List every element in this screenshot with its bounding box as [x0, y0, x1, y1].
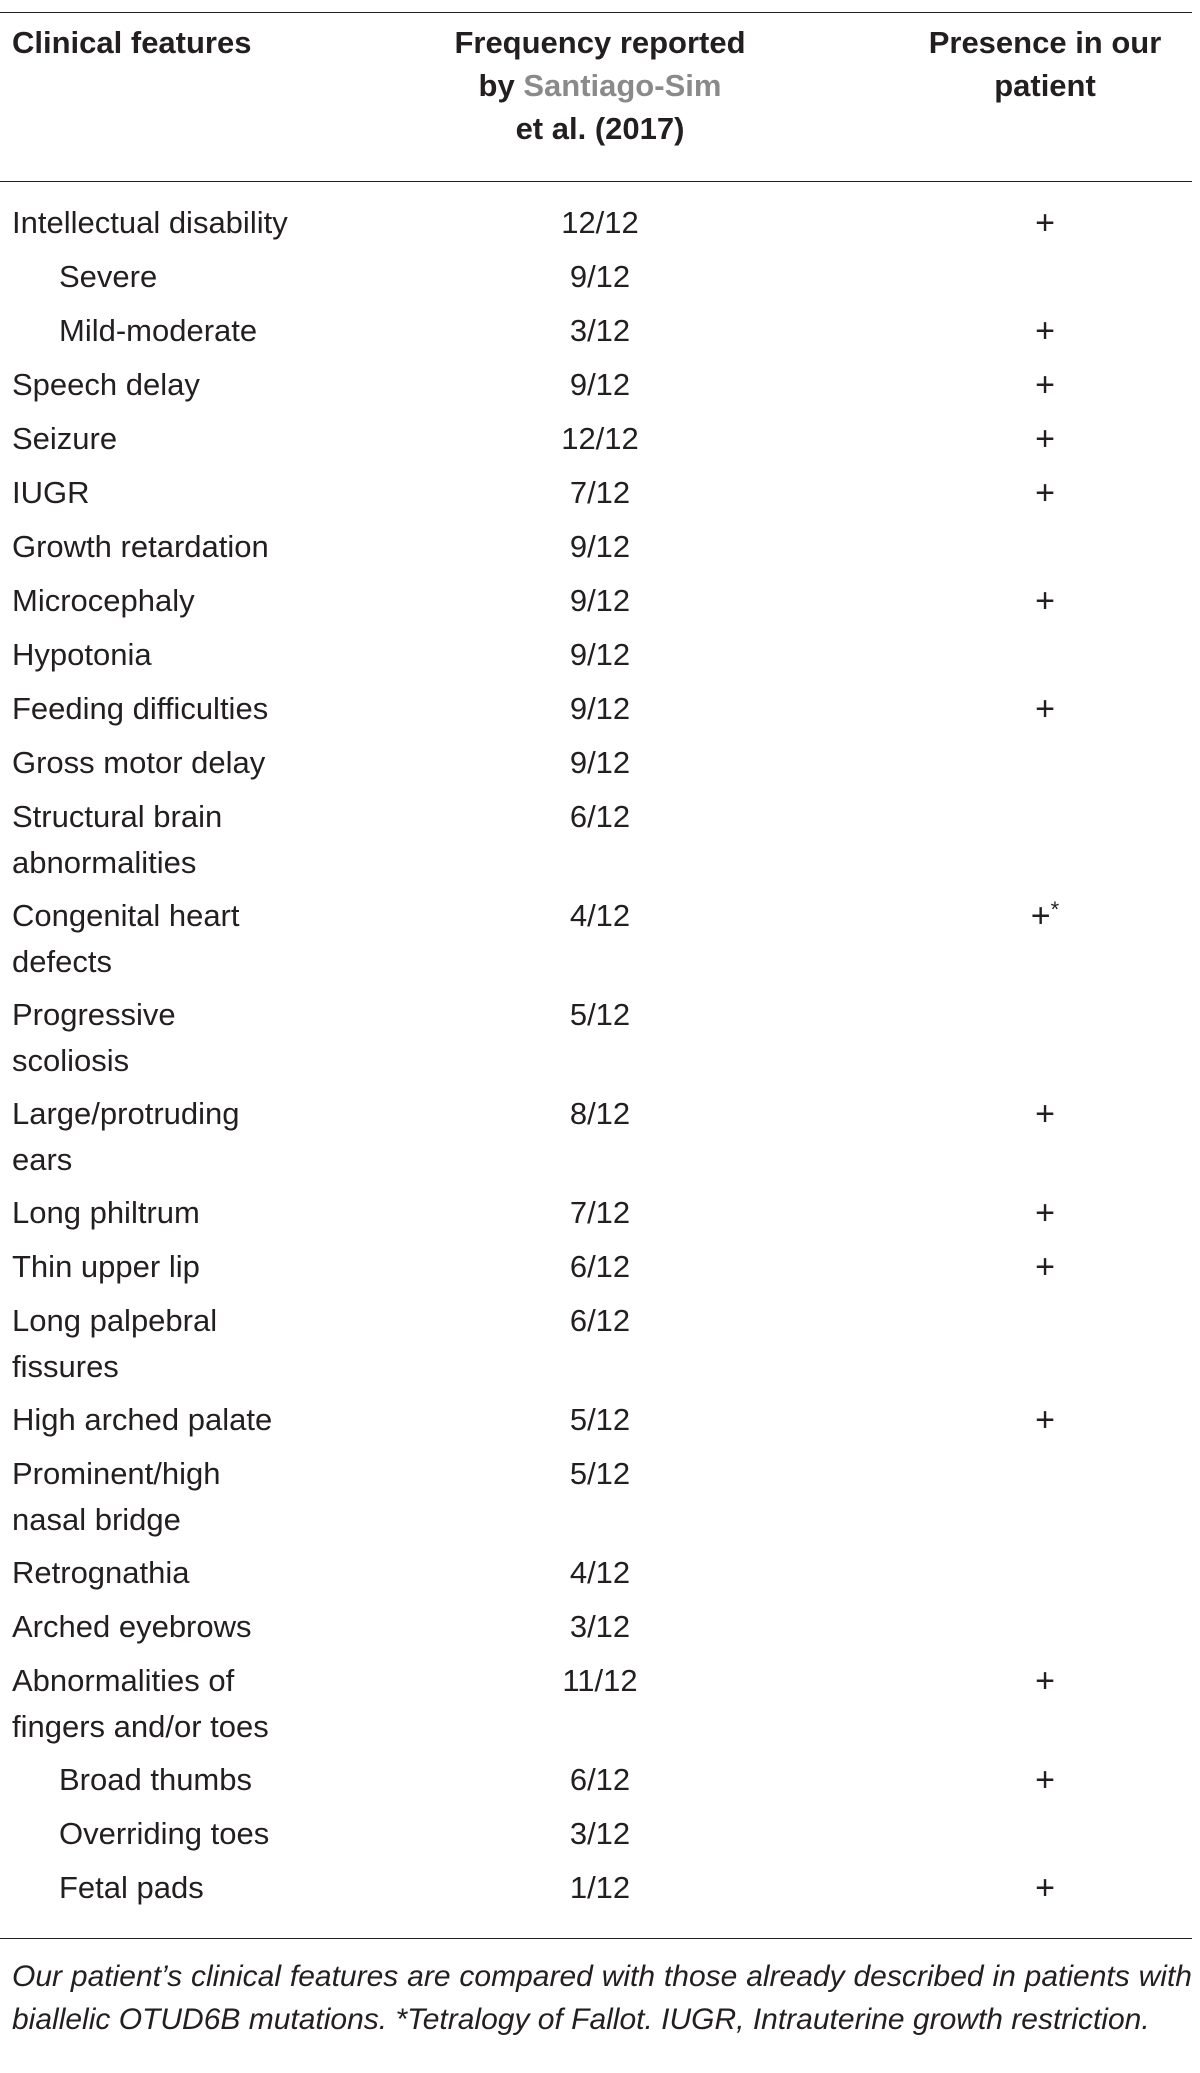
header-frequency: [400, 21, 800, 150]
presence-cell: [950, 893, 1140, 939]
header-frequency-by: by: [478, 68, 524, 103]
frequency-cell: 9/12: [569, 691, 631, 726]
feature-cell: Broad thumbs: [59, 1762, 252, 1797]
feature-line1: Progressive: [12, 997, 176, 1032]
frequency-cell: 7/12: [569, 1195, 631, 1230]
presence-cell: +: [1035, 312, 1055, 350]
frequency-cell: 5/12: [569, 1402, 631, 1437]
feature-cell: Seizure: [12, 421, 118, 456]
frequency-cell: 5/12: [569, 997, 631, 1032]
feature-cell: Arched eyebrows: [12, 1609, 252, 1644]
presence-cell: +: [1035, 366, 1055, 404]
frequency-cell: 9/12: [569, 745, 631, 780]
frequency-cell: 12/12: [561, 421, 639, 456]
feature-line2: nasal bridge: [12, 1502, 181, 1537]
feature-cell: Growth retardation: [12, 529, 269, 564]
header-presence-line1: Presence in our: [928, 25, 1162, 60]
feature-cell: IUGR: [12, 475, 90, 510]
feature-line1: Long palpebral: [12, 1303, 218, 1338]
reference-link[interactable]: Santiago-Sim: [523, 68, 722, 103]
feature-line2: abnormalities: [12, 845, 197, 880]
feature-line1: Large/protruding: [12, 1096, 240, 1131]
feature-line1: Structural brain: [12, 799, 223, 834]
feature-cell: Hypotonia: [12, 637, 152, 672]
frequency-cell: 4/12: [569, 1555, 631, 1590]
header-frequency-line3: et al. (2017): [515, 111, 685, 146]
presence-cell: +: [1035, 690, 1055, 728]
frequency-cell: 3/12: [569, 313, 631, 348]
table-top-rule: [0, 12, 1192, 13]
feature-line2: fissures: [12, 1349, 119, 1384]
feature-line1: Abnormalities of: [12, 1663, 235, 1698]
presence-cell: +: [1035, 474, 1055, 512]
feature-cell: Overriding toes: [59, 1816, 270, 1851]
feature-cell: High arched palate: [12, 1402, 273, 1437]
feature-cell: [12, 893, 512, 985]
feature-cell: [12, 794, 512, 886]
presence-cell: +: [1035, 1869, 1055, 1907]
feature-cell: [12, 1451, 512, 1543]
presence-cell: +: [1035, 1761, 1055, 1799]
feature-cell: [12, 1298, 512, 1390]
feature-cell: [12, 1091, 512, 1183]
frequency-cell: 8/12: [569, 1096, 631, 1131]
table-bottom-rule: [0, 1938, 1192, 1939]
frequency-cell: 7/12: [569, 475, 631, 510]
frequency-cell: 12/12: [561, 205, 639, 240]
frequency-cell: 6/12: [569, 1249, 631, 1284]
frequency-cell: 6/12: [569, 799, 631, 834]
header-frequency-line2: [400, 64, 800, 107]
feature-cell: [12, 1658, 512, 1750]
frequency-cell: 4/12: [569, 898, 631, 933]
frequency-cell: 6/12: [569, 1762, 631, 1797]
frequency-cell: 3/12: [569, 1816, 631, 1851]
presence-cell: +: [1035, 1095, 1055, 1133]
feature-cell: Feeding difficulties: [12, 691, 269, 726]
feature-line2: fingers and/or toes: [12, 1709, 269, 1744]
frequency-cell: 9/12: [569, 259, 631, 294]
feature-cell: [12, 992, 512, 1084]
presence-cell: +: [1035, 1662, 1055, 1700]
presence-cell: +: [1035, 204, 1055, 242]
presence-cell: +: [1035, 582, 1055, 620]
header-presence-line2: patient: [994, 68, 1096, 103]
feature-cell: Severe: [59, 259, 158, 294]
table-header-rule: [0, 181, 1192, 182]
frequency-cell: 6/12: [569, 1303, 631, 1338]
feature-cell: Thin upper lip: [12, 1249, 200, 1284]
presence-cell: +: [1035, 1401, 1055, 1439]
feature-cell: Gross motor delay: [12, 745, 266, 780]
presence-plus: +: [1030, 897, 1051, 935]
frequency-cell: 11/12: [562, 1663, 638, 1698]
feature-cell: Long philtrum: [12, 1195, 200, 1230]
feature-cell: Speech delay: [12, 367, 200, 402]
feature-line1: Prominent/high: [12, 1456, 221, 1491]
feature-cell: Mild-moderate: [59, 313, 258, 348]
presence-cell: +: [1035, 420, 1055, 458]
feature-cell: Retrognathia: [12, 1555, 190, 1590]
feature-line2: scoliosis: [12, 1043, 130, 1078]
frequency-cell: 3/12: [569, 1609, 631, 1644]
frequency-cell: 9/12: [569, 637, 631, 672]
frequency-cell: 9/12: [569, 583, 631, 618]
header-clinical-features: Clinical features: [12, 25, 252, 60]
feature-line1: Congenital heart: [12, 898, 240, 933]
feature-cell: Microcephaly: [12, 583, 195, 618]
header-frequency-line1: Frequency reported: [454, 25, 746, 60]
feature-line2: defects: [12, 944, 112, 979]
feature-cell: Fetal pads: [59, 1870, 204, 1905]
frequency-cell: 5/12: [569, 1456, 631, 1491]
footnote-mark: *: [1050, 897, 1060, 922]
presence-cell: +: [1035, 1248, 1055, 1286]
header-presence: [895, 21, 1195, 107]
frequency-cell: 1/12: [569, 1870, 631, 1905]
feature-line2: ears: [12, 1142, 73, 1177]
presence-cell: +: [1035, 1194, 1055, 1232]
feature-cell: Intellectual disability: [12, 205, 288, 240]
table-footnote: Our patient’s clinical features are compared with those already described in patients with biallelic OTUD6B mutations. *Tetralogy of Fallot. IUGR, Intrauterine growth restriction.: [12, 1960, 1192, 2036]
frequency-cell: 9/12: [569, 367, 631, 402]
frequency-cell: 9/12: [569, 529, 631, 564]
